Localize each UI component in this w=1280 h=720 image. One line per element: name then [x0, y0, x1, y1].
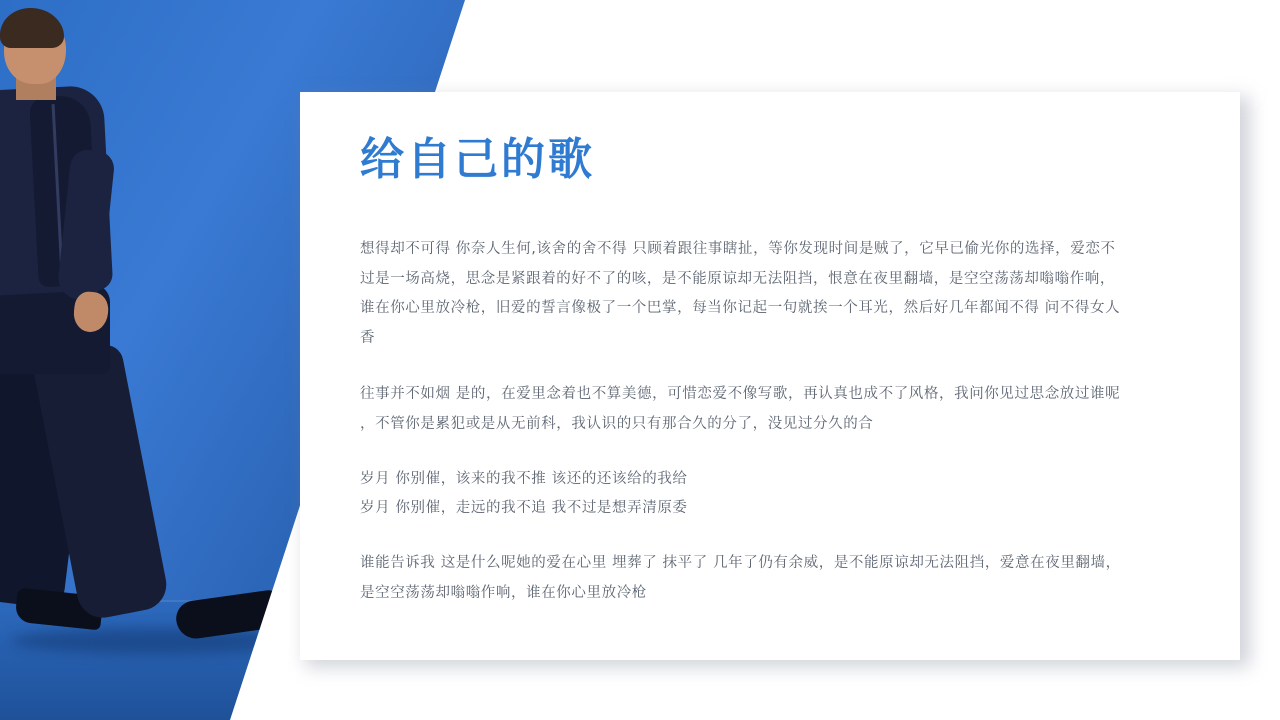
content-card-inner [360, 132, 1182, 609]
lyrics-line: 谁在你心里放冷枪，旧爱的誓言像极了一个巴掌，每当你记起一句就挨一个耳光，然后好几年都闻不得 问不得女人 [360, 300, 1121, 317]
lyrics-line: 香 [360, 330, 376, 347]
lyrics-paragraph-verse-2 [360, 380, 1182, 439]
figure-hair [0, 8, 64, 48]
lyrics-paragraph-verse-3 [360, 549, 1182, 608]
lyrics-line: 往事并不如烟 是的，在爱里念着也不算美德，可惜恋爱不像写歌，再认真也成不了风格，我问你见过思念放过谁呢 [360, 385, 1121, 402]
lyrics-line: 是空空荡荡却嗡嗡作响，谁在你心里放冷枪 [360, 585, 647, 602]
lyrics-line: ，不管你是累犯或是从无前科，我认识的只有那合久的分了，没见过分久的合 [360, 415, 874, 432]
lyrics-paragraph-verse-1 [360, 235, 1182, 354]
lyrics-line: 谁能告诉我 这是什么呢她的爱在心里 埋葬了 抹平了 几年了仍有余威，是不能原谅却无法阻挡，爱意在夜里翻墙， [360, 555, 1121, 572]
lyrics-line: 岁月 你别催，该来的我不推 该还的还该给的我给 [360, 471, 688, 488]
lyrics-line: 岁月 你别催，走远的我不追 我不过是想弄清原委 [360, 500, 688, 517]
lyrics-paragraph-chorus [360, 465, 1182, 523]
page-title: 给自己的歌 [360, 134, 595, 185]
lyrics-line: 过是一场高烧，思念是紧跟着的好不了的咳，是不能原谅却无法阻挡，恨意在夜里翻墙，是空空荡荡却嗡嗡作响， [360, 270, 1115, 287]
lyrics-line: 想得却不可得 你奈人生何,该舍的舍不得 只顾着跟往事瞎扯，等你发现时间是贼了，它早已偷光你的选择，爱恋不 [360, 241, 1116, 257]
content-card [300, 92, 1240, 660]
